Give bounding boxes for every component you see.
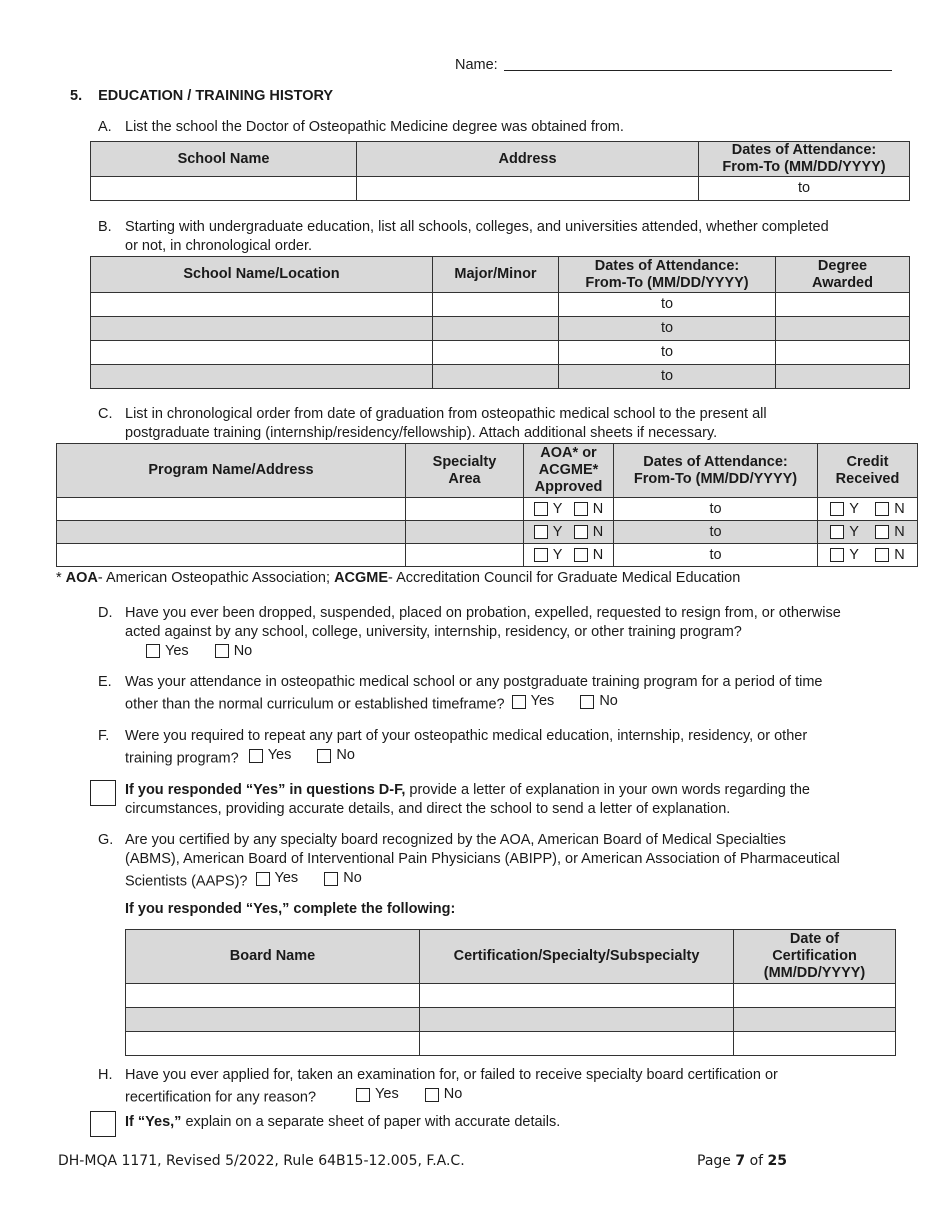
board-table (125, 929, 896, 1056)
approved-yes-checkbox[interactable] (534, 548, 548, 562)
header-specialty: Specialty Area (406, 444, 524, 498)
page-number: Page 7 of 25 (697, 1153, 787, 1169)
credit-yes-checkbox[interactable] (830, 502, 844, 516)
question-d-letter: D. (98, 605, 113, 621)
question-e-letter: E. (98, 674, 112, 690)
approved-no-checkbox[interactable] (574, 502, 588, 516)
question-b-text: Starting with undergraduate education, list all schools, colleges, and universities attended, whether completed or not, in chronological order. (125, 219, 829, 254)
d-yes-checkbox[interactable] (146, 644, 160, 658)
g-no-checkbox[interactable] (324, 872, 338, 886)
question-f-letter: F. (98, 728, 110, 744)
f-no-checkbox[interactable] (317, 749, 331, 763)
section-heading (70, 88, 333, 104)
header-certification: Certification/Specialty/Subspecialty (420, 930, 734, 984)
e-no-checkbox[interactable] (580, 695, 594, 709)
question-b-letter: B. (98, 219, 112, 235)
credit-yes-checkbox[interactable] (830, 525, 844, 539)
question-c-text: List in chronological order from date of graduation from osteopathic medical school to the present all postgraduate training (internship/residency/fellowship). Attach additional sheets if necessary. (125, 406, 767, 441)
header-program: Program Name/Address (57, 444, 406, 498)
question-g-letter: G. (98, 832, 114, 848)
table-row: Y N to Y N (57, 544, 918, 567)
f-yes-checkbox[interactable] (249, 749, 263, 763)
section-number: 5. (70, 88, 83, 104)
table-row: Y N to Y N (57, 498, 918, 521)
question-h-letter: H. (98, 1067, 113, 1083)
question-h-text: Have you ever applied for, taken an examination for, or failed to receive specialty board certification or recertification for any reason? Yes No (125, 1067, 778, 1106)
credit-yes-checkbox[interactable] (830, 548, 844, 562)
note-df-text: If you responded “Yes” in questions D-F, provide a letter of explanation in your own words regarding the circumstances, providing accurate details, and direct the school to send a letter of explanation. (125, 782, 811, 817)
credit-no-checkbox[interactable] (875, 525, 889, 539)
table-row: Y N to Y N (57, 521, 918, 544)
footnote: * AOA- American Osteopathic Association; ACGME- Accreditation Council for Graduate Medical Education (56, 570, 741, 586)
question-d-text: Have you ever been dropped, suspended, placed on probation, expelled, requested to resign from, or otherwise acted against by any school, college, university, internship, residency, or other training program? (125, 605, 841, 640)
table-row: to (91, 293, 910, 317)
school-name-cell[interactable] (91, 177, 357, 201)
undergrad-table (90, 256, 910, 389)
header-degree: Degree Awarded (776, 257, 910, 293)
name-label: Name: (455, 57, 498, 73)
question-f-text: Were you required to repeat any part of your osteopathic medical education, internship, residency, or other training program? Yes No (125, 728, 808, 767)
school-table (90, 141, 910, 201)
header-school-location: School Name/Location (91, 257, 433, 293)
question-g-text: Are you certified by any specialty board recognized by the AOA, American Board of Medical Specialties (ABMS), American Board of Interventional Pain Physicians (ABIPP), or American Association of Pharmaceutical Scientists (AAPS)? Yes No (125, 832, 840, 890)
approved-yes-checkbox[interactable] (534, 502, 548, 516)
table-row (126, 1032, 896, 1056)
header-address: Address (357, 142, 699, 177)
header-board-name: Board Name (126, 930, 420, 984)
g-followup: If you responded “Yes,” complete the following: (125, 901, 456, 917)
header-approved: AOA* or ACGME* Approved (524, 444, 614, 498)
question-e-text: Was your attendance in osteopathic medical school or any postgraduate training program for a period of time other than the normal curriculum or established timeframe? Yes No (125, 674, 823, 713)
note-df-checkbox[interactable] (90, 780, 116, 806)
postgrad-table (56, 443, 918, 567)
e-yes-checkbox[interactable] (512, 695, 526, 709)
question-c-letter: C. (98, 406, 113, 422)
name-field (455, 56, 892, 73)
header-date: Date of Certification (MM/DD/YYYY) (734, 930, 896, 984)
header-dates: Dates of Attendance: From-To (MM/DD/YYYY) (699, 142, 910, 177)
question-a-text: List the school the Doctor of Osteopathic Medicine degree was obtained from. (125, 119, 624, 135)
name-input-line[interactable] (504, 56, 892, 71)
note-h-text: If “Yes,” explain on a separate sheet of paper with accurate details. (125, 1114, 561, 1130)
d-no-checkbox[interactable] (215, 644, 229, 658)
section-title: EDUCATION / TRAINING HISTORY (98, 88, 334, 104)
h-no-checkbox[interactable] (425, 1088, 439, 1102)
credit-no-checkbox[interactable] (875, 502, 889, 516)
approved-yes-checkbox[interactable] (534, 525, 548, 539)
address-cell[interactable] (357, 177, 699, 201)
form-id: DH-MQA 1171, Revised 5/2022, Rule 64B15-12.005, F.A.C. (58, 1153, 465, 1169)
approved-no-checkbox[interactable] (574, 525, 588, 539)
table-row (126, 984, 896, 1008)
table-row: to (91, 317, 910, 341)
credit-no-checkbox[interactable] (875, 548, 889, 562)
g-yes-checkbox[interactable] (256, 872, 270, 886)
h-yes-checkbox[interactable] (356, 1088, 370, 1102)
header-major-minor: Major/Minor (433, 257, 559, 293)
table-row (126, 1008, 896, 1032)
question-d-options: Yes No (146, 643, 252, 662)
note-h-checkbox[interactable] (90, 1111, 116, 1137)
header-dates: Dates of Attendance: From-To (MM/DD/YYYY) (559, 257, 776, 293)
table-row: to (91, 365, 910, 389)
question-a-letter: A. (98, 119, 112, 135)
header-dates: Dates of Attendance: From-To (MM/DD/YYYY) (614, 444, 818, 498)
header-school-name: School Name (91, 142, 357, 177)
approved-no-checkbox[interactable] (574, 548, 588, 562)
dates-cell[interactable]: to (699, 177, 910, 201)
header-credit: Credit Received (818, 444, 918, 498)
table-row: to (91, 341, 910, 365)
